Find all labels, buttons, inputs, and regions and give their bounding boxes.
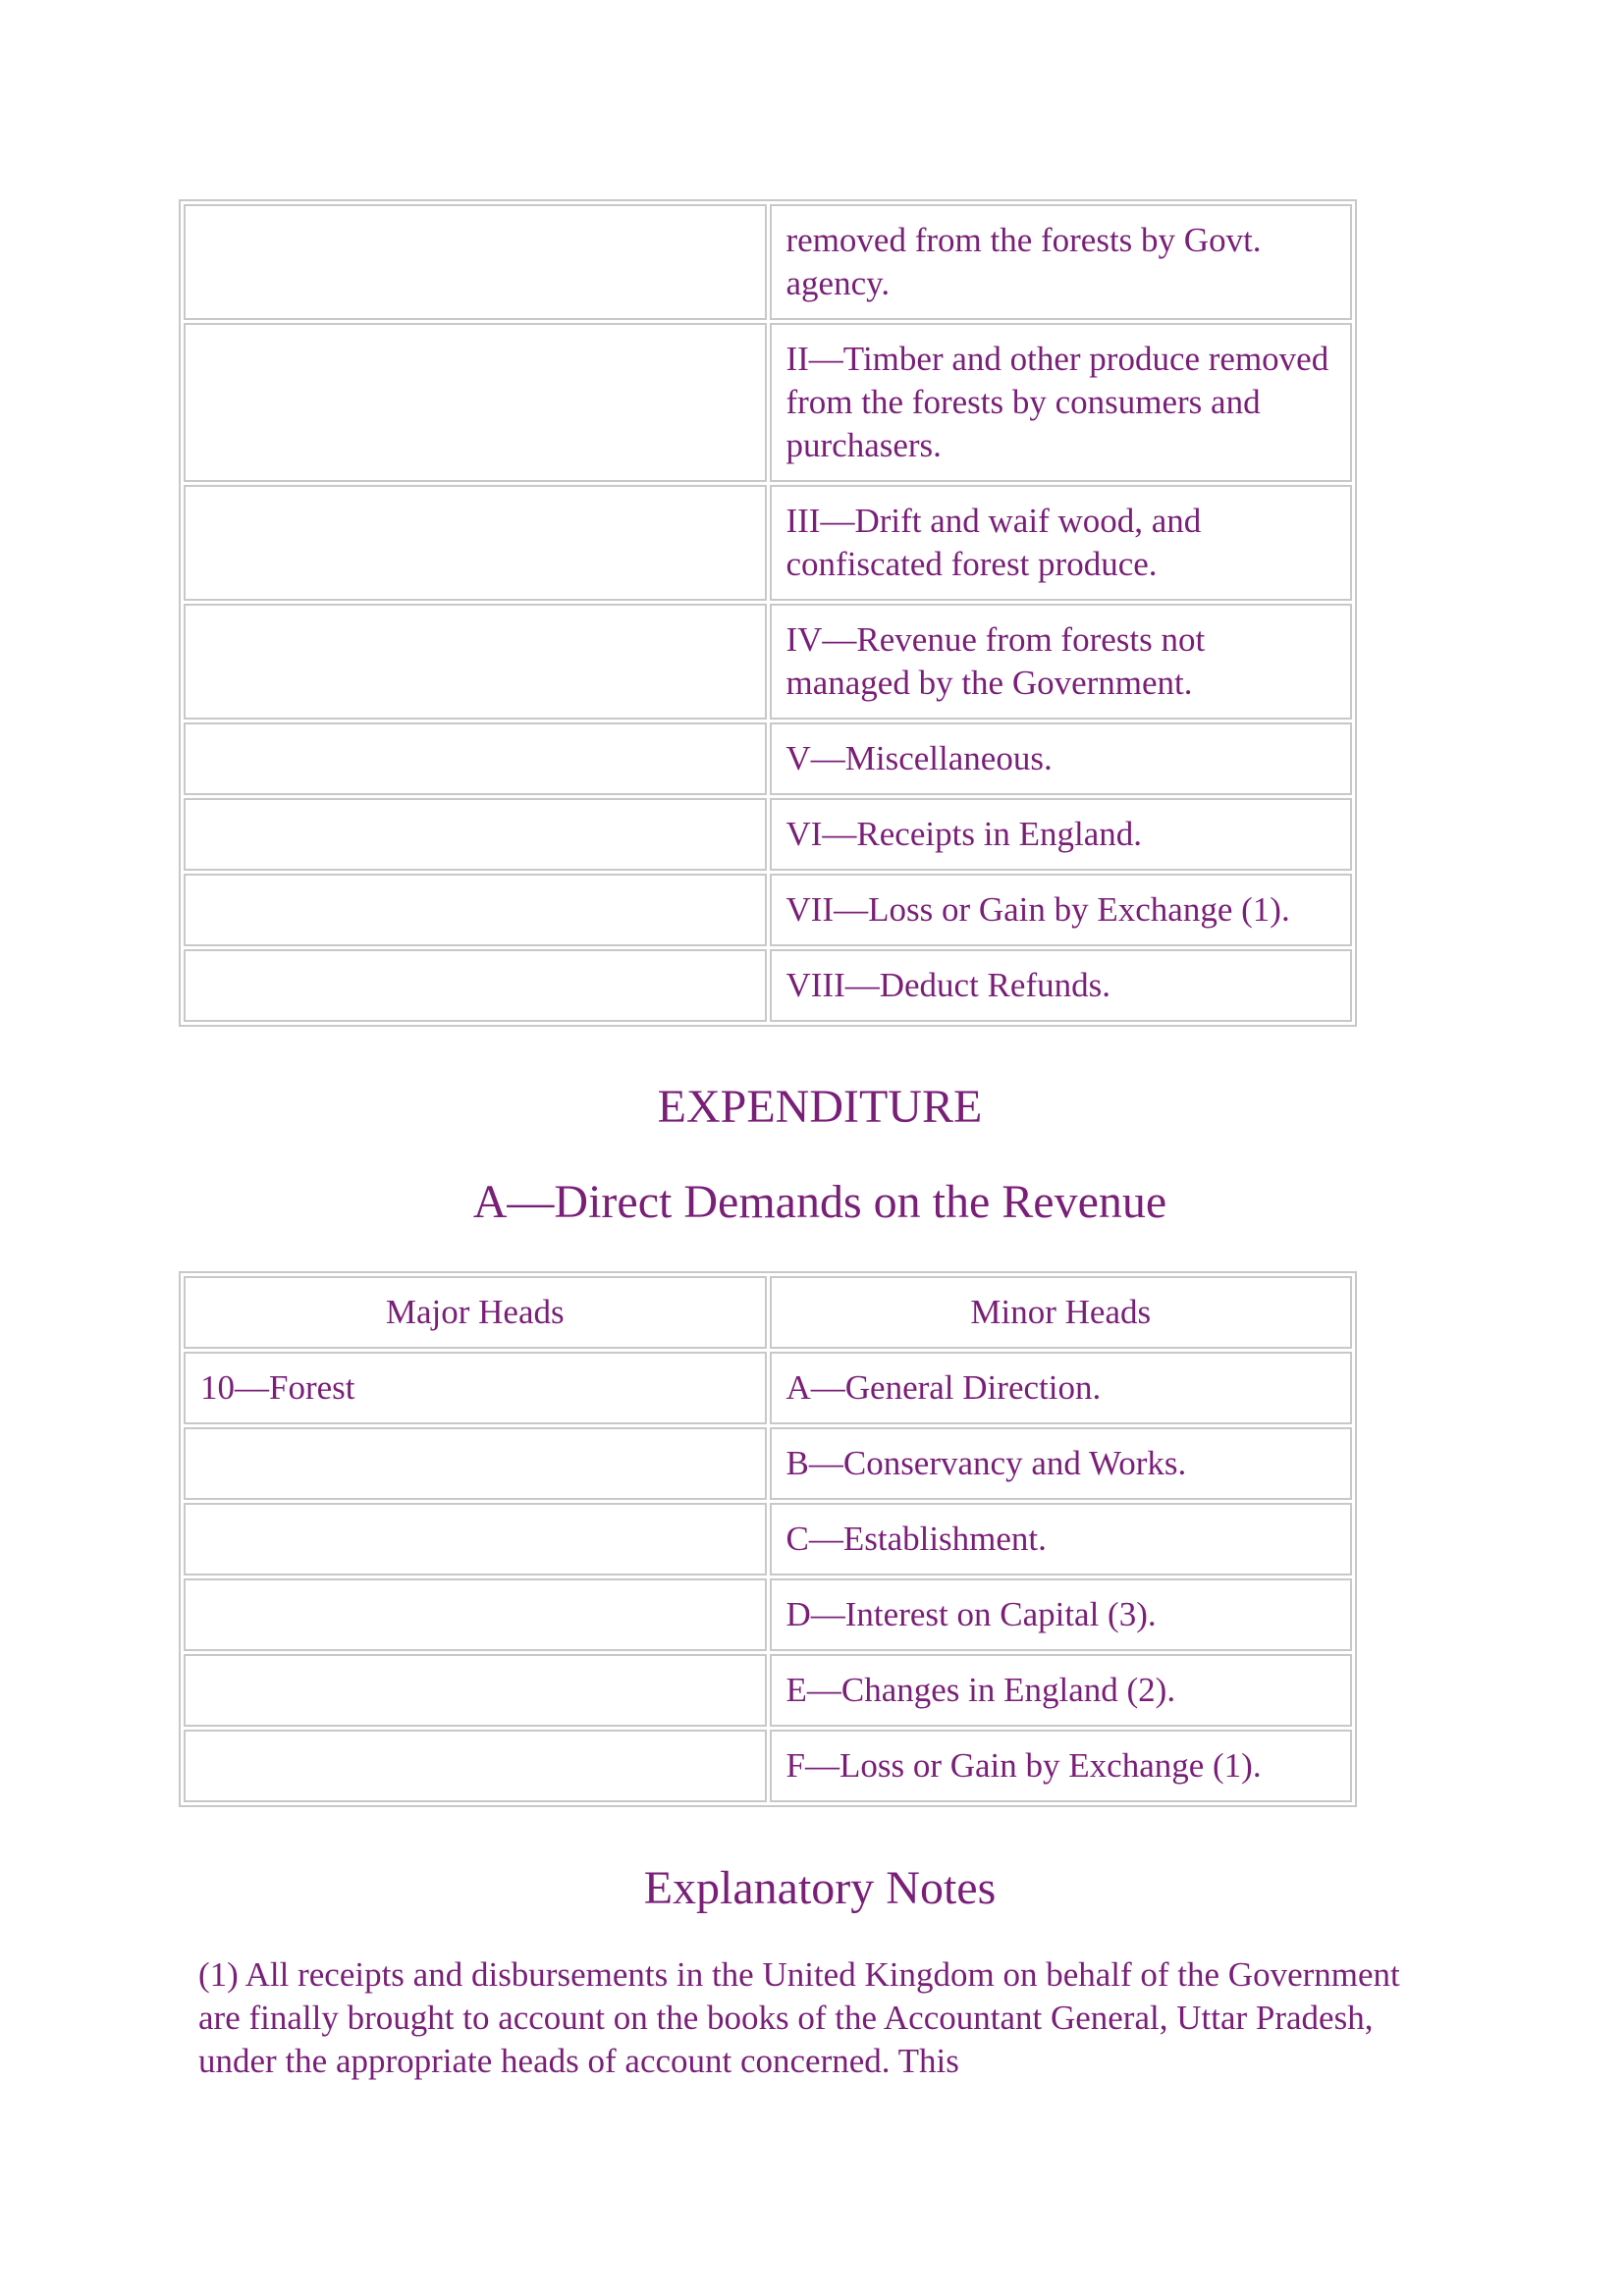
major-head-cell: [184, 204, 767, 320]
minor-head-cell: F—Loss or Gain by Exchange (1).: [770, 1730, 1353, 1802]
major-head-cell: [184, 874, 767, 946]
minor-head-cell: VI—Receipts in England.: [770, 798, 1353, 871]
minor-head-cell: E—Changes in England (2).: [770, 1654, 1353, 1727]
table-row: [184, 604, 1352, 720]
major-head-cell: [184, 1654, 767, 1727]
direct-demands-heading: A—Direct Demands on the Revenue: [472, 1176, 1167, 1228]
minor-head-cell: C—Establishment.: [770, 1503, 1353, 1575]
major-head-cell: [184, 1427, 767, 1500]
table-row: [184, 722, 1352, 795]
minor-head-cell: II—Timber and other produce removed from the forests by consumers and purchasers.: [770, 323, 1353, 482]
major-head-cell: [184, 1578, 767, 1651]
minor-heads-header: Minor Heads: [770, 1276, 1353, 1349]
minor-head-cell: VIII—Deduct Refunds.: [770, 949, 1353, 1022]
table-row: [184, 323, 1352, 482]
major-head-cell: [184, 798, 767, 871]
major-head-cell: [184, 323, 767, 482]
table-row: [184, 485, 1352, 601]
table-header-row: [184, 1276, 1352, 1349]
minor-head-cell: III—Drift and waif wood, and confiscated forest produce.: [770, 485, 1353, 601]
minor-head-cell: removed from the forests by Govt. agency.: [770, 204, 1353, 320]
major-head-cell: [184, 604, 767, 720]
table-row: [184, 204, 1352, 320]
minor-head-cell: A—General Direction.: [770, 1352, 1353, 1424]
table-row: [184, 798, 1352, 871]
minor-head-cell: D—Interest on Capital (3).: [770, 1578, 1353, 1651]
minor-head-cell: V—Miscellaneous.: [770, 722, 1353, 795]
minor-head-cell: IV—Revenue from forests not managed by the Government.: [770, 604, 1353, 720]
table-row: [184, 1503, 1352, 1575]
table-row: [184, 874, 1352, 946]
major-head-cell: [184, 485, 767, 601]
expenditure-heading: EXPENDITURE: [657, 1081, 983, 1133]
revenue-heads-table: [179, 199, 1357, 1027]
table-row: [184, 1654, 1352, 1727]
major-head-cell: [184, 949, 767, 1022]
explanatory-notes-heading: Explanatory Notes: [643, 1862, 997, 1914]
table-row: [184, 1578, 1352, 1651]
major-heads-header: Major Heads: [184, 1276, 767, 1349]
table-row: [184, 949, 1352, 1022]
expenditure-heads-table: [179, 1271, 1357, 1807]
table-row: [184, 1352, 1352, 1424]
minor-head-cell: VII—Loss or Gain by Exchange (1).: [770, 874, 1353, 946]
table-row: [184, 1427, 1352, 1500]
major-head-cell: [184, 1730, 767, 1802]
table-row: [184, 1730, 1352, 1802]
major-head-cell: [184, 1503, 767, 1575]
major-head-cell: 10—Forest: [184, 1352, 767, 1424]
major-head-cell: [184, 722, 767, 795]
minor-head-cell: B—Conservancy and Works.: [770, 1427, 1353, 1500]
explanatory-note-1: (1) All receipts and disbursements in the United Kingdom on behalf of the Government are finally brought to account on the books of the Accountant General, Uttar Pradesh, under the appropriate heads of account concerned. This: [198, 1955, 1400, 2080]
